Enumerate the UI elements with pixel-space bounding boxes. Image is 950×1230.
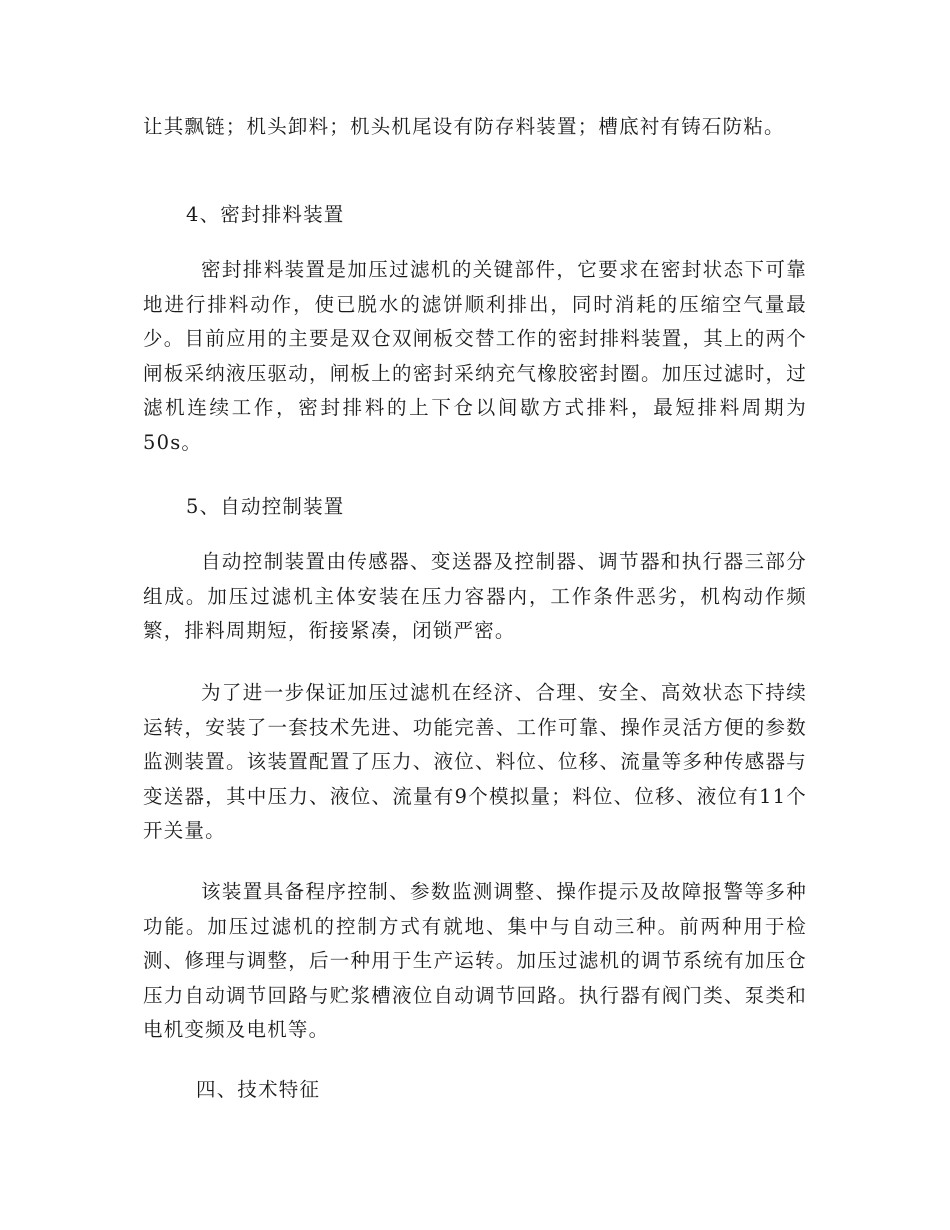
paragraph-auto-control: 自动控制装置由传感器、变送器及控制器、调节器和执行器三部分组成。加压过滤机主体安装在压力容器内，工作条件恶劣，机构动作频繁，排料周期短，衔接紧凑，闭锁严密。 bbox=[143, 550, 807, 642]
paragraph-control-functions: 该装置具备程序控制、参数监测调整、操作提示及故障报警等多种功能。加压过滤机的控制方式有就地、集中与自动三种。前两种用于检测、修理与调整，后一种用于生产运转。加压过滤机的调节系统有加压仓压力自动调节回路与贮浆槽液位自动调节回路。执行器有阀门类、泵类和电机变频及电机等。 bbox=[143, 880, 807, 1041]
heading-auto-control: 5、自动控制装置 bbox=[186, 495, 345, 518]
heading-seal-discharge: 4、密封排料装置 bbox=[186, 203, 345, 226]
paragraph-monitoring-device: 为了进一步保证加压过滤机在经济、合理、安全、高效状态下持续运转，安装了一套技术先进、功能完善、工作可靠、操作灵活方便的参数监测装置。该装置配置了压力、液位、料位、位移、流量等多种传感器与变送器，其中压力、液位、流量有9个模拟量；料位、位移、液位有11个开关量。 bbox=[143, 681, 807, 842]
heading-technical-features: 四、技术特征 bbox=[196, 1078, 321, 1101]
paragraph-conveyor-end: 让其飘链；机头卸料；机头机尾设有防存料装置；槽底衬有铸石防粘。 bbox=[143, 115, 785, 138]
paragraph-seal-discharge: 密封排料装置是加压过滤机的关键部件，它要求在密封状态下可靠地进行排料动作，使已脱水的滤饼顺利排出，同时消耗的压缩空气量最少。目前应用的主要是双仓双闸板交替工作的密封排料装置，其上的两个闸板采纳液压驱动，闸板上的密封采纳充气橡胶密封圈。加压过滤时，过滤机连续工作，密封排料的上下仓以间歇方式排料，最短排料周期为50s。 bbox=[143, 258, 807, 454]
